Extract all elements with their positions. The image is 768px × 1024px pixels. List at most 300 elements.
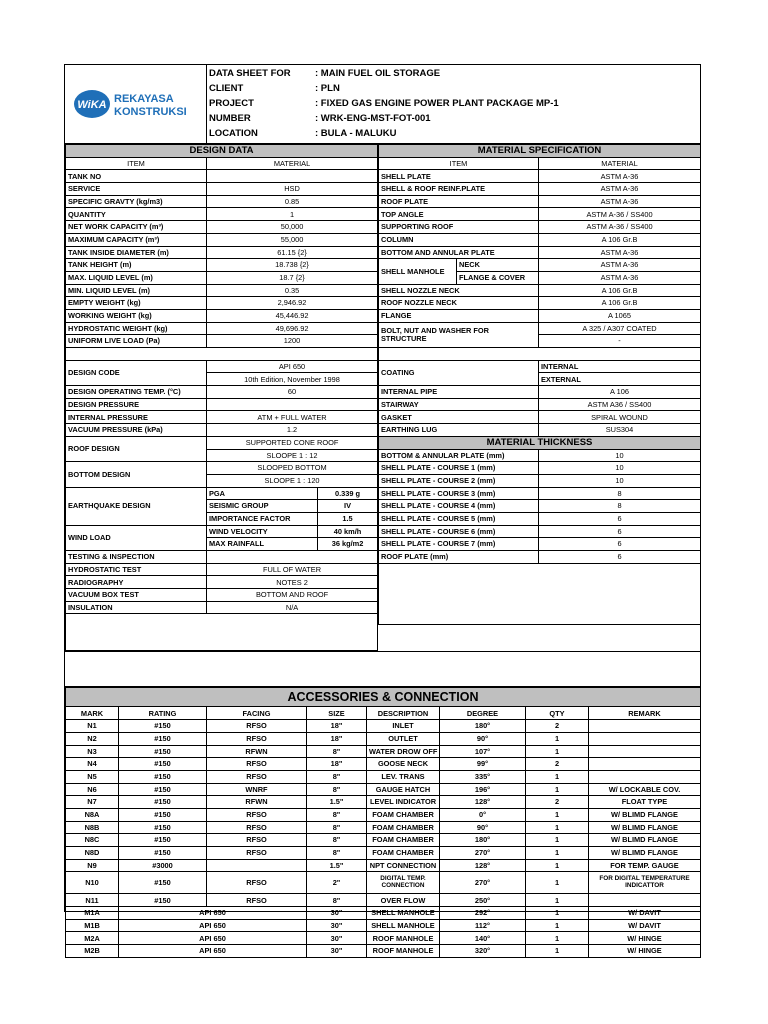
qty-cell: 1 bbox=[526, 808, 589, 821]
rating-cell: API 650 bbox=[119, 919, 307, 932]
remark-cell: FOR DIGITAL TEMPERATURE INDICATTOR bbox=[589, 872, 701, 894]
table-row bbox=[379, 309, 701, 322]
mark-cell: N5 bbox=[66, 770, 119, 783]
header-value: : PLN bbox=[315, 83, 340, 94]
section-title: MATERIAL THICKNESS bbox=[379, 436, 701, 449]
item-value: 60 bbox=[207, 386, 378, 399]
section-title: ACCESSORIES & CONNECTION bbox=[66, 688, 701, 707]
item-label: DESIGN PRESSURE bbox=[66, 398, 207, 411]
remark-cell: W/ BLIMD FLANGE bbox=[589, 834, 701, 847]
degree-cell: 196° bbox=[440, 783, 526, 796]
qty-cell: 1 bbox=[526, 732, 589, 745]
item-label: SHELL PLATE - COURSE 2 (mm) bbox=[379, 474, 539, 487]
qty-cell: 2 bbox=[526, 758, 589, 771]
remark-cell: FLOAT TYPE bbox=[589, 796, 701, 809]
mark-cell: M2A bbox=[66, 932, 119, 945]
rating-cell: #150 bbox=[119, 808, 207, 821]
table-row bbox=[66, 758, 701, 771]
item-value: 6 bbox=[539, 525, 701, 538]
item-label: INTERNAL PRESSURE bbox=[66, 411, 207, 424]
facing-cell: RFSO bbox=[207, 834, 307, 847]
rating-cell: API 650 bbox=[119, 932, 307, 945]
table-row bbox=[379, 398, 701, 411]
description-cell: SHELL MANHOLE bbox=[367, 907, 440, 920]
mark-cell: N8A bbox=[66, 808, 119, 821]
item-value: SLOOPE 1 : 12 bbox=[207, 449, 378, 462]
description-cell: LEVEL INDICATOR bbox=[367, 796, 440, 809]
remark-cell: W/ BLIMD FLANGE bbox=[589, 808, 701, 821]
table-row bbox=[66, 487, 378, 500]
rating-cell: #150 bbox=[119, 872, 207, 894]
size-cell: 30" bbox=[307, 945, 367, 958]
remark-cell bbox=[589, 720, 701, 733]
item-value: ASTM A-36 / SS400 bbox=[539, 221, 701, 234]
item-value: FULL OF WATER bbox=[207, 563, 378, 576]
svg-text:KONSTRUKSI: KONSTRUKSI bbox=[113, 106, 187, 118]
description-cell: FOAM CHAMBER bbox=[367, 834, 440, 847]
column-header: QTY bbox=[526, 707, 589, 720]
table-row bbox=[379, 538, 701, 551]
table-row bbox=[379, 322, 701, 335]
size-cell: 8" bbox=[307, 770, 367, 783]
column-header: SIZE bbox=[307, 707, 367, 720]
item-value: ASTM A-36 bbox=[539, 271, 701, 284]
remark-cell: W/ BLIMD FLANGE bbox=[589, 847, 701, 860]
remark-cell: W/ HINGE bbox=[589, 932, 701, 945]
table-row bbox=[379, 411, 701, 424]
table-row bbox=[66, 770, 701, 783]
table-row bbox=[379, 462, 701, 475]
header-row bbox=[207, 81, 700, 96]
item-value: 10 bbox=[539, 449, 701, 462]
mark-cell: N1 bbox=[66, 720, 119, 733]
table-row bbox=[66, 436, 378, 449]
item-value: NOTES 2 bbox=[207, 576, 378, 589]
degree-cell: 270° bbox=[440, 847, 526, 860]
qty-cell: 2 bbox=[526, 796, 589, 809]
rating-cell: #150 bbox=[119, 796, 207, 809]
header-row bbox=[207, 126, 700, 141]
table-row bbox=[66, 170, 378, 183]
item-value: 0.339 g bbox=[318, 487, 378, 500]
table-row bbox=[66, 847, 701, 860]
item-value: ASTM A-36 / SS400 bbox=[539, 208, 701, 221]
item-value: 0.85 bbox=[207, 195, 378, 208]
table-row bbox=[66, 271, 378, 284]
item-label: FLANGE bbox=[379, 309, 539, 322]
rating-cell: #150 bbox=[119, 770, 207, 783]
degree-cell: 270° bbox=[440, 872, 526, 894]
item-label: HYDROSTATIC WEIGHT (kg) bbox=[66, 322, 207, 335]
item-label: SPECIFIC GRAVTY (kg/m3) bbox=[66, 195, 207, 208]
remark-cell: W/ HINGE bbox=[589, 945, 701, 958]
item-label: QUANTITY bbox=[66, 208, 207, 221]
item-label: INTERNAL PIPE bbox=[379, 386, 539, 399]
header-key: NUMBER bbox=[209, 113, 251, 124]
table-row bbox=[66, 834, 701, 847]
header-key: LOCATION bbox=[209, 128, 258, 139]
table-row bbox=[66, 259, 378, 272]
item-label: WORKING WEIGHT (kg) bbox=[66, 309, 207, 322]
item-value: A 106 Gr.B bbox=[539, 284, 701, 297]
description-cell: OUTLET bbox=[367, 732, 440, 745]
item-label: SHELL PLATE - COURSE 4 (mm) bbox=[379, 500, 539, 513]
item-label: BOTTOM DESIGN bbox=[66, 462, 207, 487]
item-label: SHELL MANHOLE bbox=[379, 259, 457, 284]
blank-row bbox=[379, 563, 701, 624]
size-cell: 8" bbox=[307, 808, 367, 821]
item-value: A 106 Gr.B bbox=[539, 233, 701, 246]
item-value: ASTM A36 / SS400 bbox=[539, 398, 701, 411]
description-cell: OVER FLOW bbox=[367, 894, 440, 907]
item-label: SHELL PLATE bbox=[379, 170, 539, 183]
item-value: 8 bbox=[539, 500, 701, 513]
header-value: : FIXED GAS ENGINE POWER PLANT PACKAGE MP-1 bbox=[315, 98, 559, 109]
item-label: COATING bbox=[379, 360, 539, 385]
item-label: SHELL PLATE - COURSE 7 (mm) bbox=[379, 538, 539, 551]
item-value: SUS304 bbox=[539, 424, 701, 437]
table-row bbox=[379, 221, 701, 234]
facing-cell: RFSO bbox=[207, 770, 307, 783]
size-cell: 2" bbox=[307, 872, 367, 894]
rating-cell: #150 bbox=[119, 821, 207, 834]
facing-cell: RFSO bbox=[207, 821, 307, 834]
table-row bbox=[66, 821, 701, 834]
item-value: 6 bbox=[539, 512, 701, 525]
qty-cell: 1 bbox=[526, 770, 589, 783]
size-cell: 30" bbox=[307, 919, 367, 932]
item-label: SHELL NOZZLE NECK bbox=[379, 284, 539, 297]
column-header: MATERIAL bbox=[207, 157, 378, 170]
table-row bbox=[66, 859, 701, 872]
item-value: 49,696.92 bbox=[207, 322, 378, 335]
header-value: : WRK-ENG-MST-FOT-001 bbox=[315, 113, 431, 124]
mark-cell: N11 bbox=[66, 894, 119, 907]
degree-cell: 320° bbox=[440, 945, 526, 958]
table-row bbox=[379, 170, 701, 183]
header-row bbox=[207, 111, 700, 126]
degree-cell: 335° bbox=[440, 770, 526, 783]
description-cell: FOAM CHAMBER bbox=[367, 808, 440, 821]
item-value: SPIRAL WOUND bbox=[539, 411, 701, 424]
qty-cell: 1 bbox=[526, 894, 589, 907]
item-label: ROOF PLATE bbox=[379, 195, 539, 208]
degree-cell: 180° bbox=[440, 720, 526, 733]
table-row bbox=[66, 551, 378, 564]
table-row bbox=[66, 183, 378, 196]
table-row bbox=[66, 360, 378, 373]
column-header: DESCRIPTION bbox=[367, 707, 440, 720]
item-label: SUPPORTING ROOF bbox=[379, 221, 539, 234]
remark-cell bbox=[589, 758, 701, 771]
description-cell: NPT CONNECTION bbox=[367, 859, 440, 872]
item-label: SHELL PLATE - COURSE 1 (mm) bbox=[379, 462, 539, 475]
qty-cell: 1 bbox=[526, 945, 589, 958]
blank-row bbox=[66, 348, 378, 361]
table-row bbox=[66, 462, 378, 475]
item-value: ASTM A-36 bbox=[539, 246, 701, 259]
item-label: BOTTOM & ANNULAR PLATE (mm) bbox=[379, 449, 539, 462]
table-row bbox=[66, 525, 378, 538]
item-label: DESIGN OPERATING TEMP. (°C) bbox=[66, 386, 207, 399]
facing-cell: RFSO bbox=[207, 720, 307, 733]
description-cell: GOOSE NECK bbox=[367, 758, 440, 771]
column-header-row bbox=[379, 157, 701, 170]
section-title: DESIGN DATA bbox=[66, 145, 378, 158]
table-row bbox=[66, 732, 701, 745]
item-value: SLOOPED BOTTOM bbox=[207, 462, 378, 475]
degree-cell: 140° bbox=[440, 932, 526, 945]
table-row bbox=[66, 411, 378, 424]
header-value: : BULA - MALUKU bbox=[315, 128, 397, 139]
description-cell: LEV. TRANS bbox=[367, 770, 440, 783]
table-row bbox=[66, 322, 378, 335]
size-cell: 8" bbox=[307, 783, 367, 796]
column-header: MATERIAL bbox=[539, 157, 701, 170]
blank-cell bbox=[379, 348, 701, 361]
facing-cell: RFSO bbox=[207, 894, 307, 907]
table-row bbox=[379, 551, 701, 564]
data-sheet bbox=[64, 64, 701, 956]
table-row bbox=[66, 386, 378, 399]
qty-cell: 1 bbox=[526, 847, 589, 860]
table-row bbox=[66, 745, 701, 758]
degree-cell: 99° bbox=[440, 758, 526, 771]
item-value bbox=[207, 170, 378, 183]
mark-cell: N6 bbox=[66, 783, 119, 796]
item-value: ASTM A-36 bbox=[539, 183, 701, 196]
facing-cell: RFSO bbox=[207, 847, 307, 860]
table-row bbox=[379, 449, 701, 462]
item-value: 18.7 {2} bbox=[207, 271, 378, 284]
table-row bbox=[66, 208, 378, 221]
item-value: A 106 bbox=[539, 386, 701, 399]
item-label: TANK NO bbox=[66, 170, 207, 183]
spacer bbox=[65, 651, 700, 687]
item-label: ROOF PLATE (mm) bbox=[379, 551, 539, 564]
item-value: SLOOPE 1 : 120 bbox=[207, 474, 378, 487]
item-value: ASTM A-36 bbox=[539, 259, 701, 272]
mark-cell: N3 bbox=[66, 745, 119, 758]
item-label: ROOF DESIGN bbox=[66, 436, 207, 461]
item-label: UNIFORM LIVE LOAD (Pa) bbox=[66, 335, 207, 348]
item-value: A 1065 bbox=[539, 309, 701, 322]
mark-cell: N7 bbox=[66, 796, 119, 809]
facing-cell: WNRF bbox=[207, 783, 307, 796]
item-value: 50,000 bbox=[207, 221, 378, 234]
mark-cell: N8D bbox=[66, 847, 119, 860]
table-row bbox=[66, 398, 378, 411]
item-label: TOP ANGLE bbox=[379, 208, 539, 221]
sub-label: NECK bbox=[457, 259, 539, 272]
column-header: FACING bbox=[207, 707, 307, 720]
table-row bbox=[66, 221, 378, 234]
item-value: 18.738 {2} bbox=[207, 259, 378, 272]
size-cell: 18" bbox=[307, 720, 367, 733]
degree-cell: 250° bbox=[440, 894, 526, 907]
svg-text:REKAYASA: REKAYASA bbox=[113, 93, 174, 105]
mark-cell: N9 bbox=[66, 859, 119, 872]
mark-cell: N10 bbox=[66, 872, 119, 894]
remark-cell: W/ BLIMD FLANGE bbox=[589, 821, 701, 834]
facing-cell: RFSO bbox=[207, 758, 307, 771]
table-row bbox=[66, 872, 701, 894]
table-row bbox=[379, 259, 701, 272]
accessories-table bbox=[65, 687, 701, 957]
column-header-row bbox=[66, 157, 378, 170]
mark-cell: N8B bbox=[66, 821, 119, 834]
item-value: 40 km/h bbox=[318, 525, 378, 538]
item-value: 0.35 bbox=[207, 284, 378, 297]
table-row bbox=[66, 246, 378, 259]
mark-cell: N4 bbox=[66, 758, 119, 771]
wika-logo-icon bbox=[72, 84, 200, 124]
item-value: 10 bbox=[539, 474, 701, 487]
table-row bbox=[379, 487, 701, 500]
table-row bbox=[66, 563, 378, 576]
material-spec-section bbox=[378, 144, 701, 651]
item-label: BOLT, NUT AND WASHER FOR STRUCTURE bbox=[379, 322, 539, 347]
table-row bbox=[379, 386, 701, 399]
remark-cell: W/ DAVIT bbox=[589, 907, 701, 920]
description-cell: ROOF MANHOLE bbox=[367, 932, 440, 945]
mark-cell: M1A bbox=[66, 907, 119, 920]
header-key: CLIENT bbox=[209, 83, 244, 94]
size-cell: 8" bbox=[307, 834, 367, 847]
degree-cell: 292° bbox=[440, 907, 526, 920]
degree-cell: 128° bbox=[440, 796, 526, 809]
mark-cell: N8C bbox=[66, 834, 119, 847]
sub-label: EXTERNAL bbox=[539, 373, 701, 386]
table-row bbox=[66, 720, 701, 733]
sub-label: SEISMIC GROUP bbox=[207, 500, 318, 513]
column-header: DEGREE bbox=[440, 707, 526, 720]
size-cell: 30" bbox=[307, 907, 367, 920]
table-row bbox=[66, 309, 378, 322]
item-label: INSULATION bbox=[66, 601, 207, 614]
rating-cell: #150 bbox=[119, 758, 207, 771]
table-row bbox=[379, 525, 701, 538]
item-value: BOTTOM AND ROOF bbox=[207, 589, 378, 602]
column-header: RATING bbox=[119, 707, 207, 720]
item-label: RADIOGRAPHY bbox=[66, 576, 207, 589]
section-header bbox=[379, 436, 701, 449]
section-header bbox=[379, 145, 701, 158]
facing-cell: RFSO bbox=[207, 872, 307, 894]
item-label: MAXIMUM CAPACITY (m³) bbox=[66, 233, 207, 246]
table-row bbox=[379, 208, 701, 221]
sub-label: PGA bbox=[207, 487, 318, 500]
qty-cell: 1 bbox=[526, 821, 589, 834]
blank-row bbox=[66, 614, 378, 651]
description-cell: FOAM CHAMBER bbox=[367, 821, 440, 834]
item-value: 10th Edition, November 1998 bbox=[207, 373, 378, 386]
remark-cell bbox=[589, 732, 701, 745]
item-value: 1200 bbox=[207, 335, 378, 348]
table-row bbox=[66, 576, 378, 589]
item-value: ASTM A-36 bbox=[539, 170, 701, 183]
size-cell: 30" bbox=[307, 932, 367, 945]
item-value: A 325 / A307 COATED bbox=[539, 322, 701, 335]
header-block bbox=[65, 65, 700, 144]
item-label: TESTING & INSPECTION bbox=[66, 551, 207, 564]
remark-cell bbox=[589, 894, 701, 907]
table-row bbox=[379, 474, 701, 487]
header-value: : MAIN FUEL OIL STORAGE bbox=[315, 68, 441, 79]
blank-cell bbox=[66, 348, 378, 361]
item-value: 6 bbox=[539, 551, 701, 564]
table-row bbox=[379, 297, 701, 310]
table-row bbox=[66, 233, 378, 246]
table-row bbox=[379, 195, 701, 208]
size-cell: 8" bbox=[307, 894, 367, 907]
size-cell: 1.5" bbox=[307, 859, 367, 872]
item-value: 61.15 {2} bbox=[207, 246, 378, 259]
section-title: MATERIAL SPECIFICATION bbox=[379, 145, 701, 158]
blank-cell bbox=[207, 398, 378, 411]
item-value: 10 bbox=[539, 462, 701, 475]
item-label: TANK INSIDE DIAMETER (m) bbox=[66, 246, 207, 259]
size-cell: 8" bbox=[307, 745, 367, 758]
mark-cell: M1B bbox=[66, 919, 119, 932]
size-cell: 1.5" bbox=[307, 796, 367, 809]
qty-cell: 1 bbox=[526, 907, 589, 920]
mark-cell: N2 bbox=[66, 732, 119, 745]
section-header bbox=[66, 688, 701, 707]
item-label: SHELL PLATE - COURSE 6 (mm) bbox=[379, 525, 539, 538]
header-key: DATA SHEET FOR bbox=[209, 68, 291, 79]
facing-cell: RFSO bbox=[207, 808, 307, 821]
item-label: ROOF NOZZLE NECK bbox=[379, 297, 539, 310]
table-row bbox=[379, 183, 701, 196]
table-row bbox=[66, 783, 701, 796]
company-logo bbox=[65, 65, 207, 143]
description-cell: ROOF MANHOLE bbox=[367, 945, 440, 958]
facing-cell bbox=[207, 859, 307, 872]
item-label: VACUUM PRESSURE (kPa) bbox=[66, 424, 207, 437]
size-cell: 8" bbox=[307, 847, 367, 860]
size-cell: 18" bbox=[307, 732, 367, 745]
item-value: 8 bbox=[539, 487, 701, 500]
item-value: 45,446.92 bbox=[207, 309, 378, 322]
table-row bbox=[66, 601, 378, 614]
item-label: TANK HEIGHT (m) bbox=[66, 259, 207, 272]
table-row bbox=[66, 907, 701, 920]
table-row bbox=[379, 512, 701, 525]
rating-cell: #150 bbox=[119, 745, 207, 758]
mark-cell: M2B bbox=[66, 945, 119, 958]
qty-cell: 1 bbox=[526, 932, 589, 945]
qty-cell: 1 bbox=[526, 872, 589, 894]
blank-cell bbox=[66, 614, 378, 651]
item-value: 6 bbox=[539, 538, 701, 551]
item-label: DESIGN CODE bbox=[66, 360, 207, 385]
degree-cell: 0° bbox=[440, 808, 526, 821]
svg-text:WiKA: WiKA bbox=[76, 99, 107, 111]
item-label: COLUMN bbox=[379, 233, 539, 246]
blank-cell bbox=[207, 551, 378, 564]
description-cell: FOAM CHAMBER bbox=[367, 847, 440, 860]
table-row bbox=[66, 894, 701, 907]
item-label: EARTHING LUG bbox=[379, 424, 539, 437]
table-row bbox=[379, 233, 701, 246]
qty-cell: 1 bbox=[526, 745, 589, 758]
item-value: 1.5 bbox=[318, 512, 378, 525]
remark-cell: W/ LOCKABLE COV. bbox=[589, 783, 701, 796]
facing-cell: RFSO bbox=[207, 732, 307, 745]
header-row bbox=[207, 66, 700, 81]
item-value: IV bbox=[318, 500, 378, 513]
